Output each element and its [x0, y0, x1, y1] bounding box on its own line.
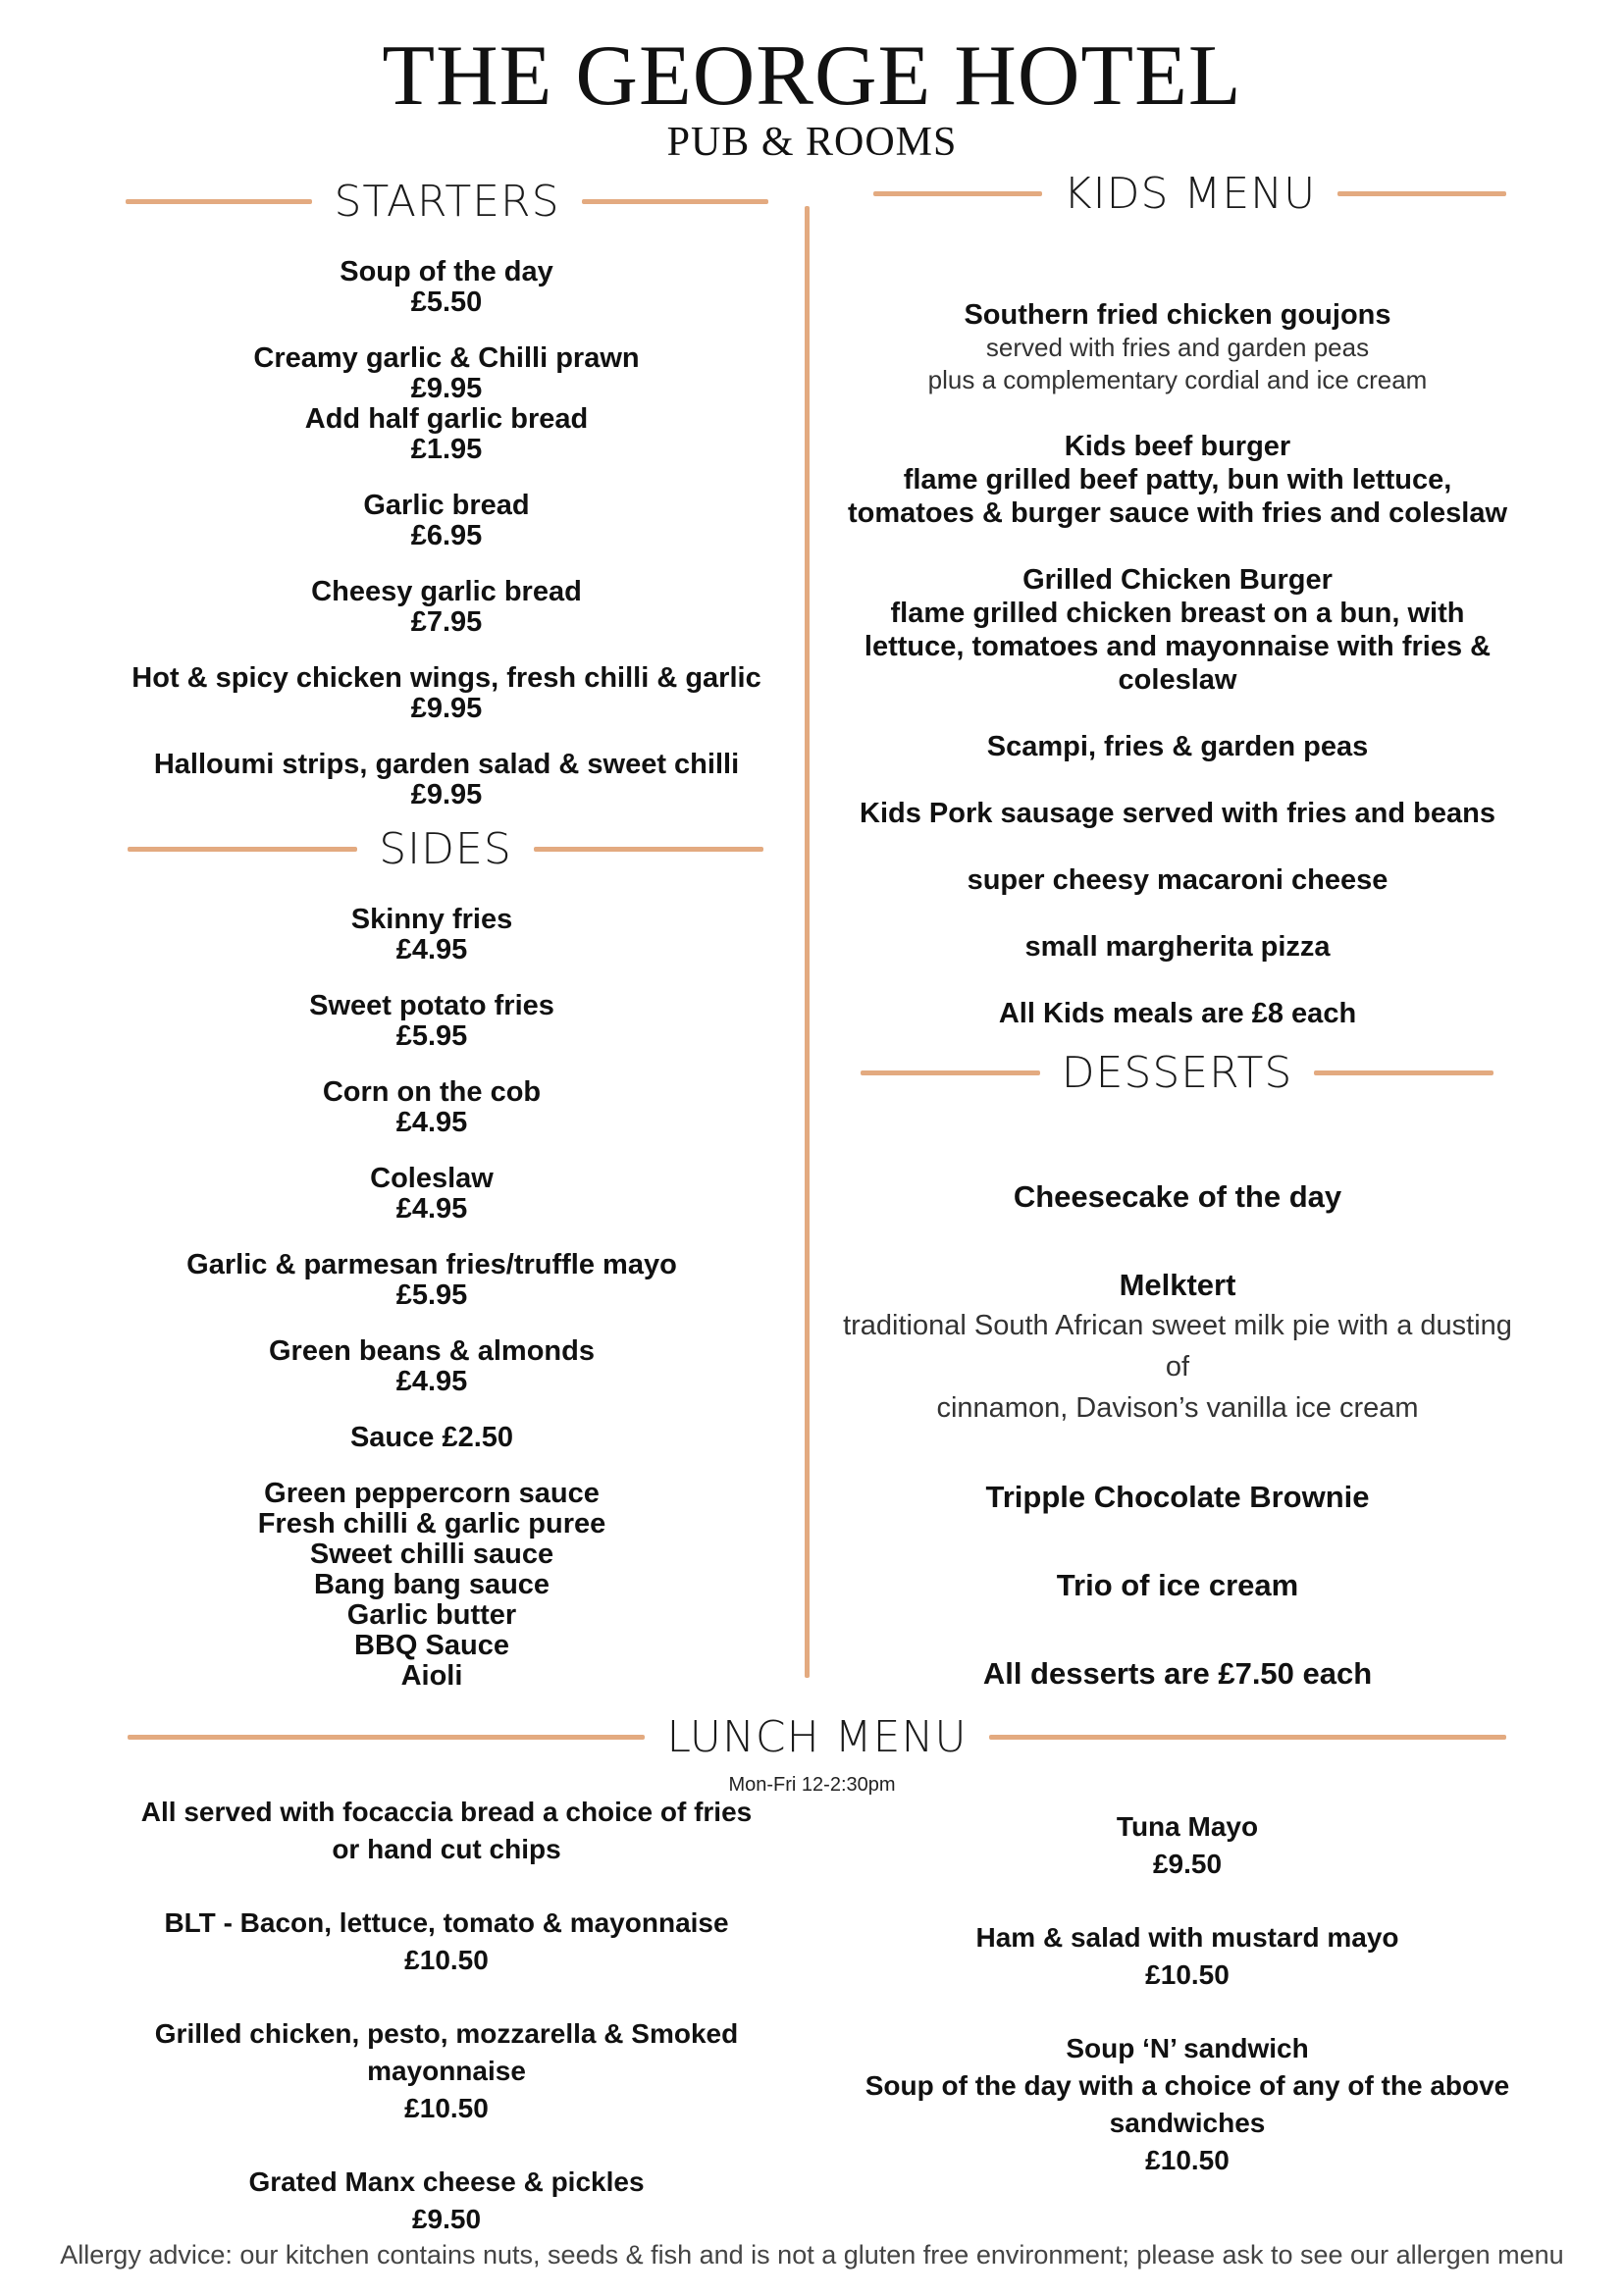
sauce-item: Bang bang sauce — [313, 1569, 550, 1600]
divider-rule — [128, 847, 357, 852]
starter-price: £7.95 — [410, 606, 483, 638]
kids-item-desc: lettuce, tomatoes and mayonnaise with fries & — [864, 631, 1492, 662]
lunch-item-price: £10.50 — [1145, 1959, 1230, 1990]
lunch-item — [98, 2015, 795, 2127]
kids-item — [844, 298, 1511, 396]
starter-name: Hot & spicy chicken wings, fresh chilli & garlic — [131, 662, 761, 694]
sauce-item: Aioli — [400, 1660, 463, 1692]
lunch-intro-text: or hand cut chips — [332, 1834, 561, 1864]
lunch-item-name: Tuna Mayo — [1116, 1811, 1259, 1842]
side-price: £4.95 — [395, 1107, 468, 1138]
hotel-subtitle: PUB & ROOMS — [666, 120, 958, 165]
allergy-advice: Allergy advice: our kitchen contains nuts, seeds & fish and is not a gluten free environment; please ask to see our allergen menu — [60, 2240, 1564, 2270]
lunch-item-name: sandwiches — [1109, 2108, 1266, 2138]
dessert-name: Tripple Chocolate Brownie — [985, 1480, 1370, 1514]
divider-rule — [873, 191, 1042, 196]
kids-item-name: Scampi, fries & garden peas — [986, 731, 1369, 762]
dessert-item — [834, 1566, 1521, 1605]
divider-rule — [128, 1735, 645, 1740]
lunch-item — [98, 2164, 795, 2238]
lunch-intro-text: All served with focaccia bread a choice of fries — [140, 1797, 753, 1827]
kids-item-name: Southern fried chicken goujons — [964, 299, 1391, 331]
starter-item — [98, 663, 795, 724]
side-price: £4.95 — [395, 1193, 468, 1225]
kids-item-desc: flame grilled chicken breast on a bun, with — [890, 598, 1465, 629]
kids-item-name: Grilled Chicken Burger — [1022, 564, 1333, 596]
kids-item-name: Kids beef burger — [1064, 431, 1291, 462]
starter-price: £6.95 — [410, 520, 483, 551]
divider-rule — [861, 1070, 1040, 1075]
side-name: Corn on the cob — [322, 1076, 542, 1108]
dessert-item — [834, 1478, 1521, 1517]
kids-item-desc: coleslaw — [1118, 664, 1237, 696]
divider-rule — [582, 199, 768, 204]
starter-price: £9.95 — [410, 693, 483, 724]
lunch-heading — [128, 1712, 1506, 1762]
starter-addon-price: £1.95 — [410, 434, 483, 465]
sauce-item: Fresh chilli & garlic puree — [257, 1508, 606, 1539]
side-item — [98, 991, 765, 1052]
side-item — [98, 905, 765, 965]
starter-name: Halloumi strips, garden salad & sweet chilli — [153, 749, 740, 780]
lunch-item-name: mayonnaise — [367, 2056, 526, 2086]
side-price: £5.95 — [395, 1279, 468, 1311]
divider-rule — [534, 847, 763, 852]
starter-item — [98, 257, 795, 318]
side-name: Skinny fries — [350, 904, 513, 935]
lunch-item-price: £10.50 — [404, 2093, 489, 2123]
lunch-item-price: £10.50 — [1145, 2145, 1230, 2175]
kids-item — [844, 863, 1511, 897]
kids-item-desc: tomatoes & burger sauce with fries and coleslaw — [847, 497, 1508, 529]
dessert-desc: traditional South African sweet milk pie with a dusting of — [843, 1310, 1512, 1383]
lunch-item-price: £9.50 — [411, 2204, 482, 2234]
starters-heading — [126, 177, 768, 227]
sides-list — [98, 905, 765, 1692]
dessert-name: Trio of ice cream — [1056, 1568, 1299, 1602]
kids-item-name: Kids Pork sausage served with fries and beans — [860, 798, 1495, 829]
lunch-item — [844, 1808, 1531, 1883]
side-name: Sweet potato fries — [309, 990, 554, 1021]
side-name: Green beans & almonds — [269, 1335, 595, 1367]
starters-heading-label: STARTERS — [334, 177, 560, 227]
dessert-name: Cheesecake of the day — [1013, 1179, 1342, 1214]
lunch-item-name: Grated Manx cheese & pickles — [248, 2166, 645, 2197]
side-item — [98, 1164, 765, 1225]
lunch-item — [844, 2030, 1531, 2179]
kids-item — [844, 430, 1511, 530]
desserts-list — [834, 1177, 1521, 1743]
sauce-item: BBQ Sauce — [354, 1630, 509, 1661]
desserts-heading — [861, 1048, 1493, 1098]
starter-price: £5.50 — [410, 287, 483, 318]
kids-heading-label: KIDS MENU — [1063, 169, 1317, 219]
lunch-item — [98, 1905, 795, 1979]
divider-rule — [1337, 191, 1506, 196]
kids-price-note — [844, 997, 1511, 1030]
side-item — [98, 1077, 765, 1138]
dessert-item — [834, 1177, 1521, 1217]
lunch-left-list — [98, 1794, 795, 2274]
kids-item-name: small margherita pizza — [1024, 931, 1331, 963]
starter-name: Cheesy garlic bread — [311, 576, 582, 607]
lunch-item-name: Soup of the day with a choice of any of the above — [864, 2070, 1510, 2101]
starter-name: Soup of the day — [340, 256, 553, 287]
side-price: £5.95 — [395, 1020, 468, 1052]
kids-item — [844, 730, 1511, 763]
lunch-item — [844, 1919, 1531, 1994]
starter-name: Creamy garlic & Chilli prawn — [253, 342, 640, 374]
divider-rule — [989, 1735, 1506, 1740]
lunch-heading-label: LUNCH MENU — [666, 1712, 968, 1762]
kids-item — [844, 563, 1511, 697]
dessert-price-note — [834, 1654, 1521, 1694]
dessert-name: Melktert — [1119, 1268, 1236, 1302]
sauce-item: Sweet chilli sauce — [309, 1539, 554, 1570]
starters-list — [98, 257, 795, 836]
lunch-item-name: BLT - Bacon, lettuce, tomato & mayonnaise — [164, 1907, 729, 1938]
lunch-right-list — [844, 1808, 1531, 2216]
kids-list — [844, 298, 1511, 1064]
kids-item-name: super cheesy macaroni cheese — [967, 864, 1388, 896]
side-name: Garlic & parmesan fries/truffle mayo — [186, 1249, 677, 1280]
column-divider — [805, 206, 810, 1678]
dessert-name: All desserts are £7.50 each — [982, 1656, 1373, 1691]
side-item — [98, 1336, 765, 1397]
kids-item-desc: plus a complementary cordial and ice cream — [927, 365, 1428, 394]
kids-heading — [873, 169, 1506, 219]
starter-addon: Add half garlic bread — [304, 403, 589, 435]
dessert-item — [834, 1266, 1521, 1429]
lunch-item-price: £10.50 — [404, 1945, 489, 1975]
starter-name: Garlic bread — [363, 490, 530, 521]
lunch-intro — [98, 1794, 795, 1868]
side-name: Coleslaw — [370, 1163, 494, 1194]
sides-heading-label: SIDES — [379, 824, 512, 874]
side-item — [98, 1250, 765, 1311]
lunch-item-name: Grilled chicken, pesto, mozzarella & Smoked — [154, 2018, 739, 2049]
lunch-item-name: Soup ‘N’ sandwich — [1066, 2033, 1309, 2063]
starter-item — [98, 343, 795, 465]
starter-price: £9.95 — [410, 779, 483, 810]
hotel-title: THE GEORGE HOTEL — [382, 28, 1242, 124]
side-price: £4.95 — [395, 1366, 468, 1397]
divider-rule — [126, 199, 312, 204]
sauce-item: Green peppercorn sauce — [264, 1478, 600, 1509]
sauce-title-block — [98, 1423, 765, 1453]
sauce-title: Sauce £2.50 — [349, 1422, 514, 1453]
desserts-heading-label: DESSERTS — [1061, 1048, 1293, 1098]
sides-heading — [128, 824, 763, 874]
starter-item — [98, 491, 795, 551]
dessert-desc: cinnamon, Davison’s vanilla ice cream — [936, 1392, 1419, 1424]
kids-item-name: All Kids meals are £8 each — [998, 998, 1357, 1029]
starter-price: £9.95 — [410, 373, 483, 404]
sauce-item: Garlic butter — [346, 1599, 517, 1631]
lunch-item-price: £9.50 — [1152, 1849, 1223, 1879]
lunch-hours: Mon-Fri 12-2:30pm — [728, 1774, 896, 1796]
sauce-list — [98, 1479, 765, 1692]
divider-rule — [1314, 1070, 1493, 1075]
kids-item — [844, 797, 1511, 830]
lunch-item-name: Ham & salad with mustard mayo — [975, 1922, 1399, 1953]
side-price: £4.95 — [395, 934, 468, 965]
kids-item-desc: served with fries and garden peas — [985, 333, 1370, 362]
kids-item — [844, 930, 1511, 964]
starter-item — [98, 750, 795, 810]
starter-item — [98, 577, 795, 638]
kids-item-desc: flame grilled beef patty, bun with lettuce, — [903, 464, 1452, 496]
